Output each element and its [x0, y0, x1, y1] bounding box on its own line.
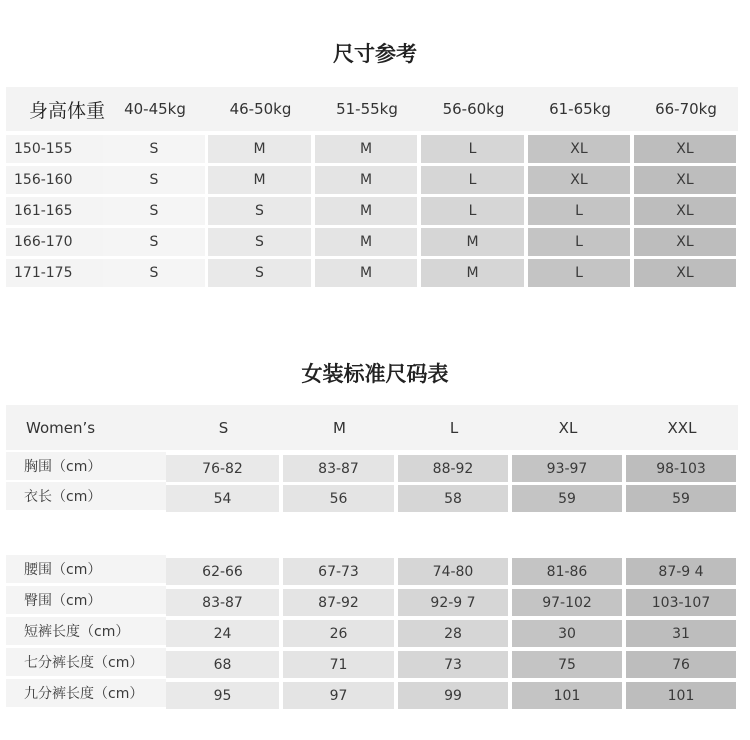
size-cell: S	[208, 197, 311, 225]
size-cell: M	[315, 259, 417, 287]
size-cell: L	[528, 228, 630, 256]
size-cell: XL	[634, 197, 736, 225]
measure-cell: 98-103	[626, 455, 736, 482]
measure-cell: 58	[398, 485, 508, 512]
size-header: L	[449, 418, 459, 437]
size-cell: L	[421, 197, 524, 225]
measure-cell: 76	[626, 651, 736, 678]
measure-label: 衣长（cm）	[6, 482, 166, 510]
measure-cell: 59	[512, 485, 622, 512]
size-cell: M	[315, 197, 417, 225]
size-cell: S	[208, 228, 311, 256]
measure-cell: 83-87	[283, 455, 394, 482]
measure-cell: 75	[512, 651, 622, 678]
measure-cell: 97	[283, 682, 394, 709]
size-cell: S	[103, 166, 205, 194]
size-reference-title: 尺寸参考	[333, 42, 417, 66]
measure-cell: 81-86	[512, 558, 622, 585]
size-cell: M	[315, 228, 417, 256]
height-label: 150-155	[6, 135, 103, 163]
measure-cell: 26	[283, 620, 394, 647]
size-cell: XL	[528, 135, 630, 163]
measure-cell: 101	[512, 682, 622, 709]
measure-cell: 31	[626, 620, 736, 647]
measure-cell: 74-80	[398, 558, 508, 585]
corner-label: Women’s	[26, 418, 96, 437]
height-label: 161-165	[6, 197, 103, 225]
measure-cell: 87-9 4	[626, 558, 736, 585]
measure-cell: 56	[283, 485, 394, 512]
measure-cell: 88-92	[398, 455, 508, 482]
measure-cell: 97-102	[512, 589, 622, 616]
size-cell: M	[208, 166, 311, 194]
measure-cell: 103-107	[626, 589, 736, 616]
weight-header: 61-65kg	[549, 100, 611, 118]
weight-header: 40-45kg	[124, 100, 186, 118]
measure-cell: 71	[283, 651, 394, 678]
measure-label: 九分裤长度（cm）	[6, 679, 166, 707]
size-header: S	[218, 418, 229, 437]
height-label: 171-175	[6, 259, 103, 287]
size-cell: S	[208, 259, 311, 287]
size-cell: XL	[528, 166, 630, 194]
size-chart-title: 女装标准尺码表	[301, 362, 449, 386]
measure-cell: 99	[398, 682, 508, 709]
size-cell: XL	[634, 166, 736, 194]
size-cell: L	[528, 259, 630, 287]
measure-cell: 59	[626, 485, 736, 512]
measure-label: 胸围（cm）	[6, 452, 166, 480]
measure-cell: 83-87	[166, 589, 279, 616]
size-cell: S	[103, 135, 205, 163]
measure-cell: 95	[166, 682, 279, 709]
size-cell: S	[103, 259, 205, 287]
measure-cell: 62-66	[166, 558, 279, 585]
measure-label: 腰围（cm）	[6, 555, 166, 583]
measure-cell: 92-9 7	[398, 589, 508, 616]
size-header: XXL	[667, 418, 697, 437]
size-cell: M	[315, 166, 417, 194]
measure-cell: 30	[512, 620, 622, 647]
weight-header: 46-50kg	[229, 100, 292, 118]
size-header: XL	[558, 418, 578, 437]
weight-header: 56-60kg	[442, 100, 505, 118]
size-cell: M	[315, 135, 417, 163]
measure-label: 七分裤长度（cm）	[6, 648, 166, 676]
corner-label: 身高体重	[28, 99, 105, 122]
measure-cell: 54	[166, 485, 279, 512]
size-cell: XL	[634, 259, 736, 287]
measure-cell: 24	[166, 620, 279, 647]
measure-cell: 93-97	[512, 455, 622, 482]
size-cell: M	[421, 228, 524, 256]
size-cell: L	[528, 197, 630, 225]
size-cell: M	[208, 135, 311, 163]
size-cell: M	[421, 259, 524, 287]
size-cell: L	[421, 135, 524, 163]
size-cell: S	[103, 228, 205, 256]
measure-cell: 101	[626, 682, 736, 709]
measure-cell: 76-82	[166, 455, 279, 482]
height-label: 166-170	[6, 228, 103, 256]
measure-cell: 67-73	[283, 558, 394, 585]
size-cell: XL	[634, 228, 736, 256]
measure-cell: 68	[166, 651, 279, 678]
size-cell: S	[103, 197, 205, 225]
height-label: 156-160	[6, 166, 103, 194]
measure-label: 短裤长度（cm）	[6, 617, 166, 645]
measure-cell: 87-92	[283, 589, 394, 616]
size-cell: XL	[634, 135, 736, 163]
weight-header: 66-70kg	[655, 100, 717, 118]
measure-cell: 28	[398, 620, 508, 647]
size-cell: L	[421, 166, 524, 194]
measure-label: 臀围（cm）	[6, 586, 166, 614]
size-header: M	[333, 418, 346, 437]
measure-cell: 73	[398, 651, 508, 678]
weight-header: 51-55kg	[336, 100, 398, 118]
